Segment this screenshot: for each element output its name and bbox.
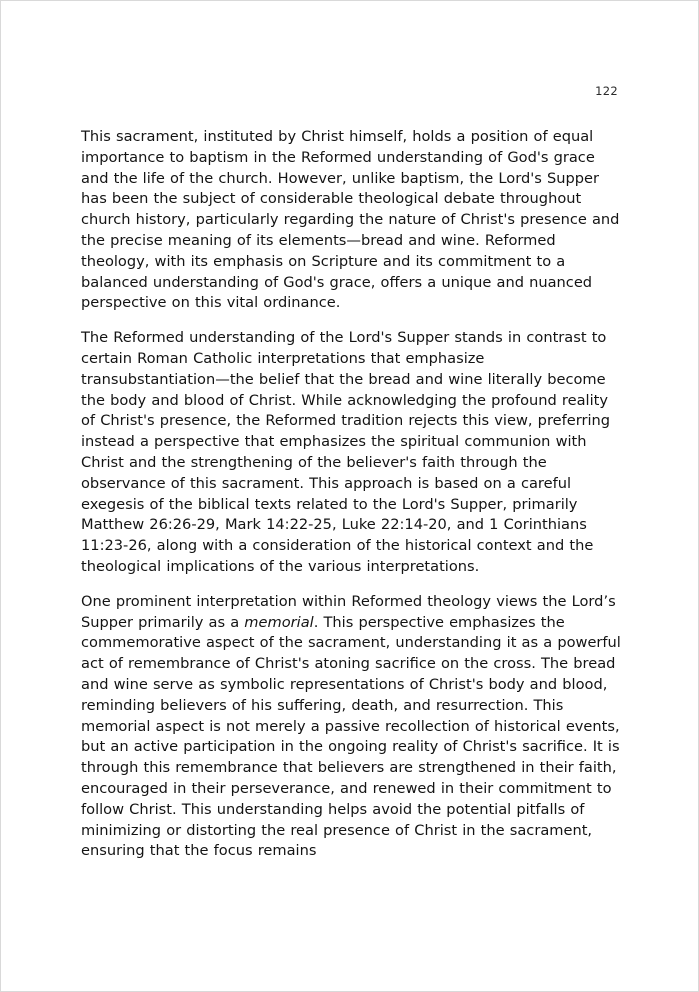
paragraph: The Reformed understanding of the Lord's Supper stands in contrast to certain Roman Catholic interpretations that emphasize transubstantiation—the belief that the bread and wine literally become the body and blood of Christ. While acknowledging the profound reality of Christ's presence, the Reformed tradition rejects this view, preferring instead a perspective that emphasizes the spiritual communion with Christ and the strengthening of the believer's faith through the observance of this sacrament. This approach is based on a careful exegesis of the biblical texts related to the Lord's Supper, primarily Matthew 26:26-29, Mark 14:22-25, Luke 22:14-20, and 1 Corinthians 11:23-26, along with a consideration of the historical context and the theological implications of the various interpretations. xyxy=(81,329,611,575)
paragraph-segment: One prominent interpretation within Reformed theology views the Lord’s Supper primarily as a xyxy=(81,592,616,631)
paragraph xyxy=(81,592,621,862)
italic-term: memorial xyxy=(244,613,314,631)
page-number: 122 xyxy=(595,84,618,98)
paragraph-segment: . This perspective emphasizes the commemorative aspect of the sacrament, understanding it as a powerful act of remembrance of Christ's atoning sacrifice on the cross. The bread and wine serve as symbolic representations of Christ's body and blood, reminding believers of his suffering, death, and resurrection. This memorial aspect is not merely a passive recollection of historical events, but an active participation in the ongoing reality of Christ's sacrifice. It is through this remembrance that believers are strengthened in their faith, encouraged in their perseverance, and renewed in their commitment to follow Christ. This understanding helps avoid the potential pitfalls of minimizing or distorting the real presence of Christ in the sacrament, ensuring that the focus remains xyxy=(81,613,621,860)
paragraph: This sacrament, instituted by Christ himself, holds a position of equal importance to baptism in the Reformed understanding of God's grace and the life of the church. However, unlike baptism, the Lord's Supper has been the subject of considerable theological debate throughout church history, particularly regarding the nature of Christ's presence and the precise meaning of its elements—bread and wine. Reformed theology, with its emphasis on Scripture and its commitment to a balanced understanding of God's grace, offers a unique and nuanced perspective on this vital ordinance. xyxy=(81,128,620,312)
document-body xyxy=(81,127,621,862)
